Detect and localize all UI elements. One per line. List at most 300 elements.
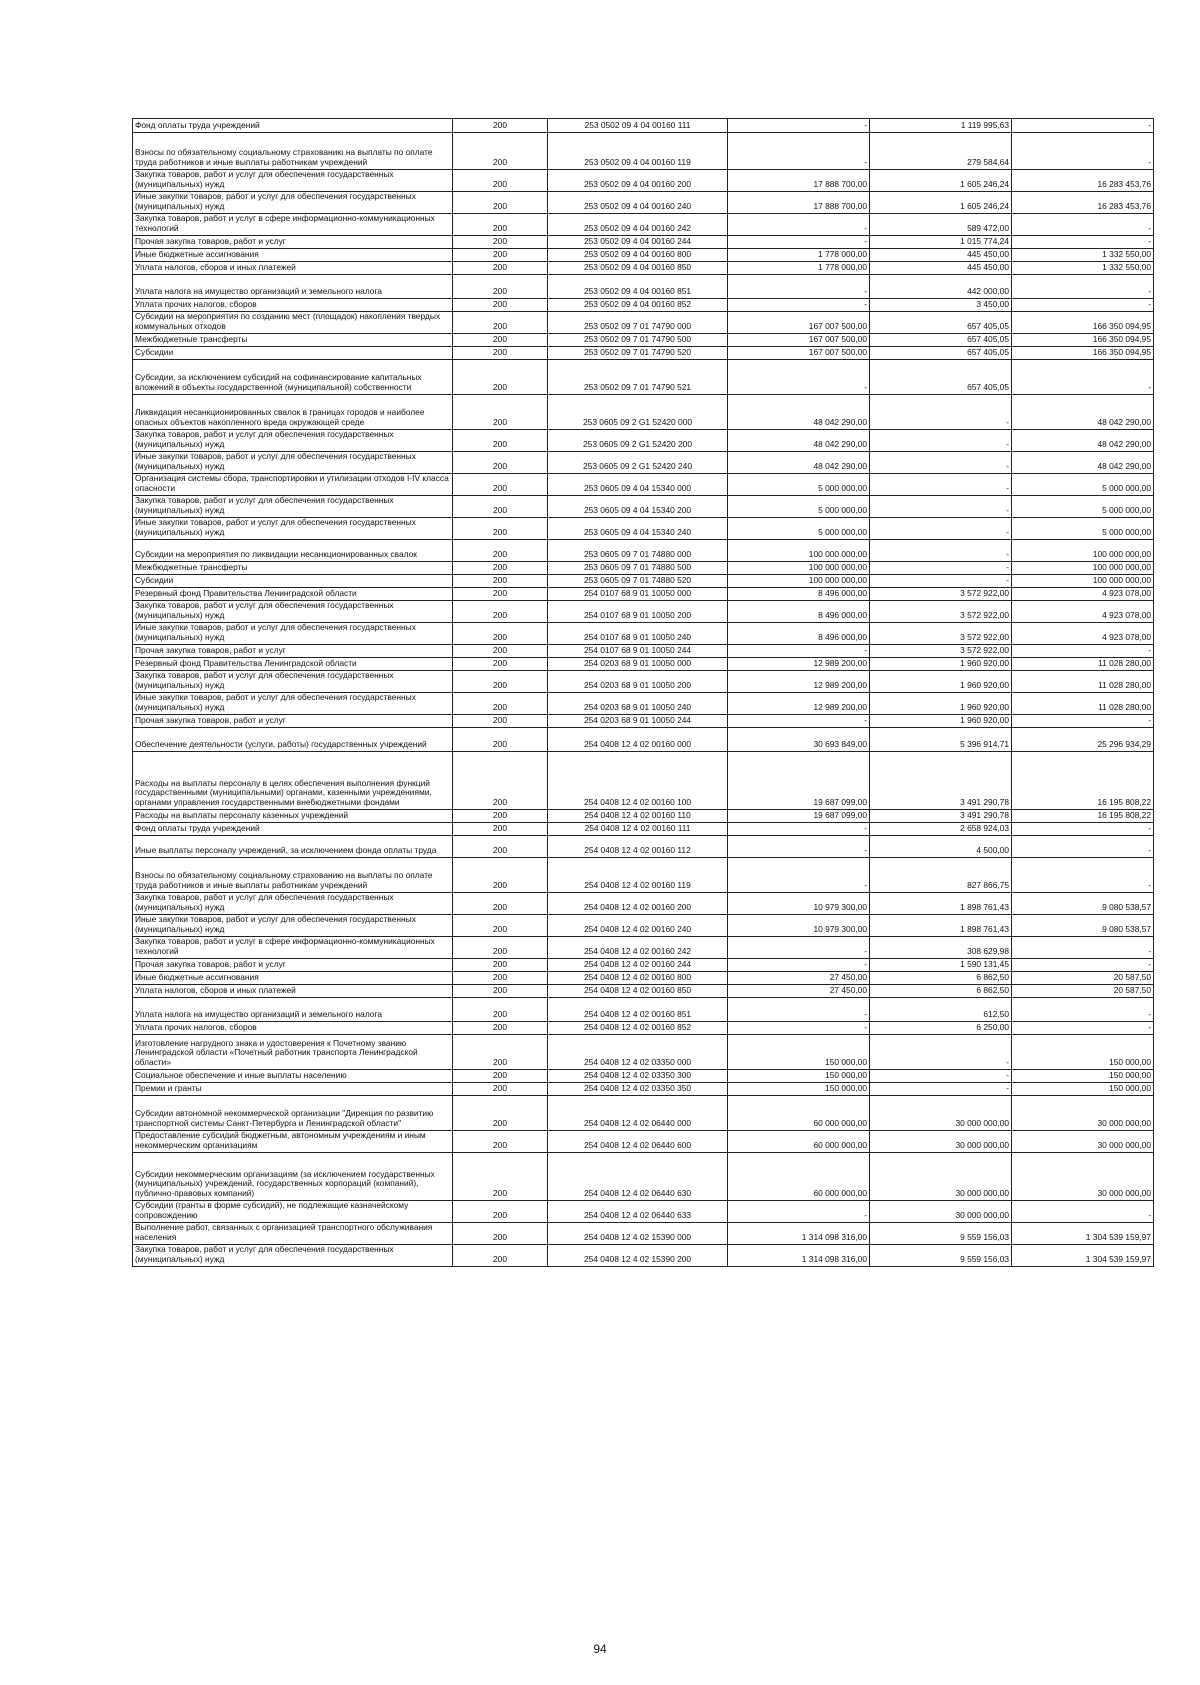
row-name-cell: Иные закупки товаров, работ и услуг для обеспечения государственных (муниципальных) нужд — [133, 452, 453, 474]
row-approved-amount-cell: 8 496 000,00 — [728, 601, 870, 623]
row-classification-code-cell: 253 0502 09 4 04 00160 119 — [548, 133, 728, 170]
row-executed-amount-cell: 445 450,00 — [870, 262, 1012, 275]
row-classification-code-cell: 253 0605 09 2 G1 52420 240 — [548, 452, 728, 474]
row-name-cell: Иные закупки товаров, работ и услуг для обеспечения государственных (муниципальных) нужд — [133, 192, 453, 214]
row-approved-amount-cell: 1 778 000,00 — [728, 249, 870, 262]
row-name-cell: Закупка товаров, работ и услуг для обеспечения государственных (муниципальных) нужд — [133, 671, 453, 693]
row-executed-amount-cell: 1 119 995,63 — [870, 119, 1012, 133]
row-executed-amount-cell: 3 491 290,78 — [870, 752, 1012, 810]
row-code-cell: 200 — [453, 334, 548, 347]
row-approved-amount-cell: 5 000 000,00 — [728, 518, 870, 540]
row-executed-amount-cell: 4 500,00 — [870, 836, 1012, 858]
row-name-cell: Взносы по обязательному социальному страхованию на выплаты по оплате труда работников и иные выплаты работникам учреждений — [133, 133, 453, 170]
row-approved-amount-cell: - — [728, 214, 870, 236]
row-code-cell: 200 — [453, 1153, 548, 1201]
table-row — [133, 728, 1154, 752]
table-row — [133, 540, 1154, 562]
row-approved-amount-cell: 150 000,00 — [728, 1035, 870, 1070]
row-code-cell: 200 — [453, 893, 548, 915]
row-classification-code-cell: 254 0203 68 9 01 10050 244 — [548, 715, 728, 728]
row-name-cell: Уплата налога на имущество организаций и земельного налога — [133, 275, 453, 299]
row-code-cell: 200 — [453, 170, 548, 192]
table-row — [133, 810, 1154, 823]
row-classification-code-cell: 254 0408 12 4 02 00160 110 — [548, 810, 728, 823]
row-name-cell: Иные закупки товаров, работ и услуг для обеспечения государственных (муниципальных) нужд — [133, 518, 453, 540]
row-classification-code-cell: 253 0605 09 7 01 74880 500 — [548, 562, 728, 575]
row-code-cell: 200 — [453, 262, 548, 275]
row-executed-amount-cell: 1 605 246,24 — [870, 170, 1012, 192]
row-code-cell: 200 — [453, 1022, 548, 1035]
row-code-cell: 200 — [453, 823, 548, 836]
row-unexecuted-amount-cell: 5 000 000,00 — [1012, 496, 1154, 518]
row-classification-code-cell: 253 0605 09 7 01 74880 000 — [548, 540, 728, 562]
table-row — [133, 715, 1154, 728]
table-row — [133, 623, 1154, 645]
row-approved-amount-cell: 19 687 099,00 — [728, 752, 870, 810]
table-row — [133, 262, 1154, 275]
table-row — [133, 562, 1154, 575]
row-approved-amount-cell: 5 000 000,00 — [728, 474, 870, 496]
row-classification-code-cell: 253 0605 09 4 04 15340 240 — [548, 518, 728, 540]
row-code-cell: 200 — [453, 959, 548, 972]
row-code-cell: 200 — [453, 1245, 548, 1267]
row-classification-code-cell: 254 0203 68 9 01 10050 200 — [548, 671, 728, 693]
row-unexecuted-amount-cell: - — [1012, 1201, 1154, 1223]
row-name-cell: Закупка товаров, работ и услуг в сфере информационно-коммуникационных технологий — [133, 937, 453, 959]
row-code-cell: 200 — [453, 972, 548, 985]
row-code-cell: 200 — [453, 810, 548, 823]
row-unexecuted-amount-cell: - — [1012, 937, 1154, 959]
row-classification-code-cell: 254 0203 68 9 01 10050 000 — [548, 658, 728, 671]
row-unexecuted-amount-cell: 16 283 453,76 — [1012, 192, 1154, 214]
row-classification-code-cell: 253 0502 09 4 04 00160 800 — [548, 249, 728, 262]
row-classification-code-cell: 253 0502 09 4 04 00160 852 — [548, 299, 728, 312]
row-name-cell: Субсидии на мероприятия по созданию мест (площадок) накопления твердых коммунальных отходов — [133, 312, 453, 334]
row-executed-amount-cell: 612,50 — [870, 998, 1012, 1022]
row-code-cell: 200 — [453, 623, 548, 645]
table-row — [133, 170, 1154, 192]
table-row — [133, 601, 1154, 623]
table-row — [133, 658, 1154, 671]
row-classification-code-cell: 254 0107 68 9 01 10050 200 — [548, 601, 728, 623]
row-approved-amount-cell: 48 042 290,00 — [728, 452, 870, 474]
row-unexecuted-amount-cell: 4 923 078,00 — [1012, 601, 1154, 623]
table-row — [133, 496, 1154, 518]
row-executed-amount-cell: 30 000 000,00 — [870, 1153, 1012, 1201]
row-approved-amount-cell: - — [728, 133, 870, 170]
row-name-cell: Иные закупки товаров, работ и услуг для обеспечения государственных (муниципальных) нужд — [133, 693, 453, 715]
row-code-cell: 200 — [453, 119, 548, 133]
row-executed-amount-cell: - — [870, 1083, 1012, 1096]
row-executed-amount-cell: 2 658 924,03 — [870, 823, 1012, 836]
row-code-cell: 200 — [453, 1035, 548, 1070]
table-row — [133, 133, 1154, 170]
row-name-cell: Уплата налога на имущество организаций и земельного налога — [133, 998, 453, 1022]
table-row — [133, 236, 1154, 249]
table-row — [133, 452, 1154, 474]
row-unexecuted-amount-cell: - — [1012, 1022, 1154, 1035]
row-name-cell: Субсидии — [133, 347, 453, 360]
row-code-cell: 200 — [453, 1083, 548, 1096]
row-executed-amount-cell: 30 000 000,00 — [870, 1201, 1012, 1223]
row-unexecuted-amount-cell: - — [1012, 214, 1154, 236]
row-name-cell: Резервный фонд Правительства Ленинградской области — [133, 658, 453, 671]
row-classification-code-cell: 254 0408 12 4 02 00160 112 — [548, 836, 728, 858]
row-executed-amount-cell: 445 450,00 — [870, 249, 1012, 262]
row-name-cell: Прочая закупка товаров, работ и услуг — [133, 236, 453, 249]
row-unexecuted-amount-cell: - — [1012, 119, 1154, 133]
table-row — [133, 1153, 1154, 1201]
row-name-cell: Уплата прочих налогов, сборов — [133, 299, 453, 312]
row-executed-amount-cell: 1 605 246,24 — [870, 192, 1012, 214]
row-unexecuted-amount-cell: 4 923 078,00 — [1012, 623, 1154, 645]
row-classification-code-cell: 254 0408 12 4 02 06440 600 — [548, 1131, 728, 1153]
row-classification-code-cell: 253 0502 09 4 04 00160 244 — [548, 236, 728, 249]
row-unexecuted-amount-cell: 166 350 094,95 — [1012, 312, 1154, 334]
row-approved-amount-cell: 48 042 290,00 — [728, 395, 870, 430]
row-name-cell: Субсидии (гранты в форме субсидий), не подлежащие казначейскому сопровождению — [133, 1201, 453, 1223]
row-code-cell: 200 — [453, 312, 548, 334]
row-unexecuted-amount-cell: 150 000,00 — [1012, 1035, 1154, 1070]
row-code-cell: 200 — [453, 715, 548, 728]
row-approved-amount-cell: 27 450,00 — [728, 972, 870, 985]
row-approved-amount-cell: 60 000 000,00 — [728, 1153, 870, 1201]
row-executed-amount-cell: - — [870, 474, 1012, 496]
row-code-cell: 200 — [453, 575, 548, 588]
row-code-cell: 200 — [453, 1201, 548, 1223]
row-executed-amount-cell: 827 866,75 — [870, 858, 1012, 893]
row-name-cell: Субсидии, за исключением субсидий на софинансирование капитальных вложений в объекты государственной (муниципальной) собственности — [133, 360, 453, 395]
table-row — [133, 430, 1154, 452]
row-approved-amount-cell: 1 314 098 316,00 — [728, 1223, 870, 1245]
row-unexecuted-amount-cell: 11 028 280,00 — [1012, 658, 1154, 671]
table-row — [133, 671, 1154, 693]
row-approved-amount-cell: 19 687 099,00 — [728, 810, 870, 823]
table-row — [133, 474, 1154, 496]
row-executed-amount-cell: 1 898 761,43 — [870, 915, 1012, 937]
row-classification-code-cell: 253 0502 09 4 04 00160 200 — [548, 170, 728, 192]
row-name-cell: Иные бюджетные ассигнования — [133, 972, 453, 985]
row-unexecuted-amount-cell: 150 000,00 — [1012, 1070, 1154, 1083]
row-name-cell: Субсидии автономной некоммерческой организации "Дирекция по развитию транспортной системы Санкт-Петербурга и Ленинградской области" — [133, 1096, 453, 1131]
row-classification-code-cell: 254 0408 12 4 02 06440 000 — [548, 1096, 728, 1131]
row-unexecuted-amount-cell: 16 195 808,22 — [1012, 752, 1154, 810]
table-row — [133, 1083, 1154, 1096]
row-unexecuted-amount-cell: - — [1012, 645, 1154, 658]
row-classification-code-cell: 254 0107 68 9 01 10050 000 — [548, 588, 728, 601]
row-unexecuted-amount-cell: 48 042 290,00 — [1012, 452, 1154, 474]
row-unexecuted-amount-cell: - — [1012, 959, 1154, 972]
row-name-cell: Фонд оплаты труда учреждений — [133, 823, 453, 836]
row-approved-amount-cell: - — [728, 937, 870, 959]
budget-table-body — [133, 119, 1154, 1267]
row-classification-code-cell: 254 0408 12 4 02 00160 200 — [548, 893, 728, 915]
row-executed-amount-cell: 1 960 920,00 — [870, 658, 1012, 671]
table-row — [133, 836, 1154, 858]
table-row — [133, 1096, 1154, 1131]
row-classification-code-cell: 253 0605 09 4 04 15340 200 — [548, 496, 728, 518]
row-unexecuted-amount-cell: - — [1012, 998, 1154, 1022]
row-executed-amount-cell: 3 491 290,78 — [870, 810, 1012, 823]
row-code-cell: 200 — [453, 601, 548, 623]
row-approved-amount-cell: - — [728, 1022, 870, 1035]
row-approved-amount-cell: 8 496 000,00 — [728, 588, 870, 601]
table-row — [133, 752, 1154, 810]
row-executed-amount-cell: 6 250,00 — [870, 1022, 1012, 1035]
row-name-cell: Уплата налогов, сборов и иных платежей — [133, 262, 453, 275]
row-unexecuted-amount-cell: 5 000 000,00 — [1012, 518, 1154, 540]
row-name-cell: Закупка товаров, работ и услуг для обеспечения государственных (муниципальных) нужд — [133, 496, 453, 518]
table-row — [133, 1245, 1154, 1267]
row-approved-amount-cell: 12 989 200,00 — [728, 693, 870, 715]
row-executed-amount-cell: - — [870, 575, 1012, 588]
row-code-cell: 200 — [453, 1070, 548, 1083]
row-executed-amount-cell: 5 396 914,71 — [870, 728, 1012, 752]
row-classification-code-cell: 253 0502 09 4 04 00160 240 — [548, 192, 728, 214]
table-row — [133, 985, 1154, 998]
row-executed-amount-cell: 1 898 761,43 — [870, 893, 1012, 915]
row-classification-code-cell: 253 0502 09 7 01 74790 000 — [548, 312, 728, 334]
row-approved-amount-cell: - — [728, 836, 870, 858]
row-approved-amount-cell: 100 000 000,00 — [728, 540, 870, 562]
table-row — [133, 395, 1154, 430]
table-row — [133, 1035, 1154, 1070]
row-classification-code-cell: 253 0502 09 7 01 74790 500 — [548, 334, 728, 347]
row-executed-amount-cell: 30 000 000,00 — [870, 1131, 1012, 1153]
table-row — [133, 693, 1154, 715]
row-approved-amount-cell: 17 888 700,00 — [728, 192, 870, 214]
row-code-cell: 200 — [453, 658, 548, 671]
row-name-cell: Субсидии некоммерческим организациям (за исключением государственных (муниципальных) учреждений, государственных корпораций (компаний), публично-правовых компаний) — [133, 1153, 453, 1201]
table-row — [133, 1131, 1154, 1153]
row-approved-amount-cell: - — [728, 959, 870, 972]
row-name-cell: Иные закупки товаров, работ и услуг для обеспечения государственных (муниципальных) нужд — [133, 623, 453, 645]
table-row — [133, 334, 1154, 347]
row-code-cell: 200 — [453, 998, 548, 1022]
row-name-cell: Фонд оплаты труда учреждений — [133, 119, 453, 133]
table-row — [133, 915, 1154, 937]
row-approved-amount-cell: 167 007 500,00 — [728, 334, 870, 347]
table-row — [133, 972, 1154, 985]
row-name-cell: Уплата прочих налогов, сборов — [133, 1022, 453, 1035]
row-unexecuted-amount-cell: 25 296 934,29 — [1012, 728, 1154, 752]
row-classification-code-cell: 253 0502 09 4 04 00160 851 — [548, 275, 728, 299]
row-executed-amount-cell: 279 584,64 — [870, 133, 1012, 170]
row-name-cell: Субсидии — [133, 575, 453, 588]
row-approved-amount-cell: 10 979 300,00 — [728, 915, 870, 937]
row-unexecuted-amount-cell: 100 000 000,00 — [1012, 575, 1154, 588]
row-unexecuted-amount-cell: 20 587,50 — [1012, 985, 1154, 998]
row-approved-amount-cell: 27 450,00 — [728, 985, 870, 998]
row-name-cell: Ликвидация несанкционированных свалок в границах городов и наиболее опасных объектов накопленного вреда окружающей среде — [133, 395, 453, 430]
row-code-cell: 200 — [453, 275, 548, 299]
row-approved-amount-cell: 100 000 000,00 — [728, 562, 870, 575]
table-row — [133, 575, 1154, 588]
row-approved-amount-cell: 48 042 290,00 — [728, 430, 870, 452]
row-classification-code-cell: 254 0408 12 4 02 00160 119 — [548, 858, 728, 893]
row-executed-amount-cell: - — [870, 1070, 1012, 1083]
row-name-cell: Прочая закупка товаров, работ и услуг — [133, 645, 453, 658]
table-row — [133, 858, 1154, 893]
row-executed-amount-cell: 308 629,98 — [870, 937, 1012, 959]
row-name-cell: Закупка товаров, работ и услуг для обеспечения государственных (муниципальных) нужд — [133, 430, 453, 452]
row-approved-amount-cell: 5 000 000,00 — [728, 496, 870, 518]
row-approved-amount-cell: - — [728, 1201, 870, 1223]
row-unexecuted-amount-cell: 1 332 550,00 — [1012, 262, 1154, 275]
row-approved-amount-cell: 1 778 000,00 — [728, 262, 870, 275]
row-unexecuted-amount-cell: 100 000 000,00 — [1012, 540, 1154, 562]
row-unexecuted-amount-cell: 9 080 538,57 — [1012, 893, 1154, 915]
table-row — [133, 1070, 1154, 1083]
row-unexecuted-amount-cell: 30 000 000,00 — [1012, 1096, 1154, 1131]
row-classification-code-cell: 254 0408 12 4 02 00160 850 — [548, 985, 728, 998]
row-classification-code-cell: 254 0107 68 9 01 10050 244 — [548, 645, 728, 658]
row-code-cell: 200 — [453, 430, 548, 452]
row-unexecuted-amount-cell: 30 000 000,00 — [1012, 1153, 1154, 1201]
row-classification-code-cell: 254 0408 12 4 02 00160 242 — [548, 937, 728, 959]
row-classification-code-cell: 254 0408 12 4 02 03350 350 — [548, 1083, 728, 1096]
row-executed-amount-cell: 3 572 922,00 — [870, 588, 1012, 601]
row-name-cell: Расходы на выплаты персоналу в целях обеспечения выполнения функций государственными (муниципальными) органами, казенными учреждениями, органами управления государственными внебюджетными фондами — [133, 752, 453, 810]
row-name-cell: Иные выплаты персоналу учреждений, за исключением фонда оплаты труда — [133, 836, 453, 858]
row-code-cell: 200 — [453, 1096, 548, 1131]
row-executed-amount-cell: 3 572 922,00 — [870, 601, 1012, 623]
row-executed-amount-cell: - — [870, 540, 1012, 562]
row-executed-amount-cell: 3 572 922,00 — [870, 645, 1012, 658]
row-unexecuted-amount-cell: 48 042 290,00 — [1012, 430, 1154, 452]
row-unexecuted-amount-cell: 166 350 094,95 — [1012, 334, 1154, 347]
row-classification-code-cell: 254 0408 12 4 02 06440 630 — [548, 1153, 728, 1201]
row-executed-amount-cell: 1 960 920,00 — [870, 671, 1012, 693]
table-row — [133, 937, 1154, 959]
row-unexecuted-amount-cell: - — [1012, 836, 1154, 858]
row-executed-amount-cell: 30 000 000,00 — [870, 1096, 1012, 1131]
table-row — [133, 192, 1154, 214]
row-name-cell: Закупка товаров, работ и услуг для обеспечения государственных (муниципальных) нужд — [133, 170, 453, 192]
row-executed-amount-cell: 3 572 922,00 — [870, 623, 1012, 645]
row-executed-amount-cell: 1 015 774,24 — [870, 236, 1012, 249]
table-row — [133, 275, 1154, 299]
row-name-cell: Межбюджетные трансферты — [133, 334, 453, 347]
row-classification-code-cell: 254 0408 12 4 02 00160 111 — [548, 823, 728, 836]
row-unexecuted-amount-cell: - — [1012, 360, 1154, 395]
row-code-cell: 200 — [453, 836, 548, 858]
row-name-cell: Субсидии на мероприятия по ликвидации несанкционированных свалок — [133, 540, 453, 562]
row-code-cell: 200 — [453, 133, 548, 170]
row-executed-amount-cell: 657 405,05 — [870, 347, 1012, 360]
row-name-cell: Обеспечение деятельности (услуги, работы) государственных учреждений — [133, 728, 453, 752]
row-code-cell: 200 — [453, 858, 548, 893]
row-name-cell: Иные закупки товаров, работ и услуг для обеспечения государственных (муниципальных) нужд — [133, 915, 453, 937]
row-approved-amount-cell: - — [728, 236, 870, 249]
row-name-cell: Резервный фонд Правительства Ленинградской области — [133, 588, 453, 601]
row-code-cell: 200 — [453, 518, 548, 540]
row-approved-amount-cell: - — [728, 119, 870, 133]
row-code-cell: 200 — [453, 299, 548, 312]
row-executed-amount-cell: 6 862,50 — [870, 985, 1012, 998]
row-approved-amount-cell: 17 888 700,00 — [728, 170, 870, 192]
row-unexecuted-amount-cell: 16 195 808,22 — [1012, 810, 1154, 823]
row-unexecuted-amount-cell: 30 000 000,00 — [1012, 1131, 1154, 1153]
row-unexecuted-amount-cell: - — [1012, 299, 1154, 312]
table-row — [133, 312, 1154, 334]
row-unexecuted-amount-cell: - — [1012, 715, 1154, 728]
row-classification-code-cell: 253 0502 09 4 04 00160 242 — [548, 214, 728, 236]
row-name-cell: Межбюджетные трансферты — [133, 562, 453, 575]
row-executed-amount-cell: 442 000,00 — [870, 275, 1012, 299]
row-code-cell: 200 — [453, 1223, 548, 1245]
table-row — [133, 959, 1154, 972]
row-executed-amount-cell: 3 450,00 — [870, 299, 1012, 312]
row-name-cell: Закупка товаров, работ и услуг для обеспечения государственных (муниципальных) нужд — [133, 893, 453, 915]
row-code-cell: 200 — [453, 496, 548, 518]
row-classification-code-cell: 253 0605 09 7 01 74880 520 — [548, 575, 728, 588]
row-classification-code-cell: 254 0408 12 4 02 00160 100 — [548, 752, 728, 810]
row-approved-amount-cell: - — [728, 998, 870, 1022]
row-classification-code-cell: 253 0502 09 7 01 74790 520 — [548, 347, 728, 360]
row-executed-amount-cell: - — [870, 430, 1012, 452]
row-unexecuted-amount-cell: 11 028 280,00 — [1012, 693, 1154, 715]
row-classification-code-cell: 253 0605 09 2 G1 52420 000 — [548, 395, 728, 430]
row-unexecuted-amount-cell: 1 332 550,00 — [1012, 249, 1154, 262]
row-name-cell: Закупка товаров, работ и услуг для обеспечения государственных (муниципальных) нужд — [133, 601, 453, 623]
row-code-cell: 200 — [453, 249, 548, 262]
row-name-cell: Иные бюджетные ассигнования — [133, 249, 453, 262]
row-unexecuted-amount-cell: - — [1012, 858, 1154, 893]
row-unexecuted-amount-cell: 100 000 000,00 — [1012, 562, 1154, 575]
row-code-cell: 200 — [453, 192, 548, 214]
row-name-cell: Социальное обеспечение и иные выплаты населению — [133, 1070, 453, 1083]
table-row — [133, 214, 1154, 236]
row-code-cell: 200 — [453, 395, 548, 430]
row-code-cell: 200 — [453, 214, 548, 236]
row-unexecuted-amount-cell: 5 000 000,00 — [1012, 474, 1154, 496]
row-classification-code-cell: 254 0408 12 4 02 15390 200 — [548, 1245, 728, 1267]
row-classification-code-cell: 253 0502 09 4 04 00160 111 — [548, 119, 728, 133]
row-unexecuted-amount-cell: - — [1012, 275, 1154, 299]
row-code-cell: 200 — [453, 236, 548, 249]
row-unexecuted-amount-cell: 4 923 078,00 — [1012, 588, 1154, 601]
page-number: 94 — [593, 1642, 607, 1656]
row-approved-amount-cell: 150 000,00 — [728, 1070, 870, 1083]
row-unexecuted-amount-cell: 1 304 539 159,97 — [1012, 1223, 1154, 1245]
table-row — [133, 1022, 1154, 1035]
row-code-cell: 200 — [453, 985, 548, 998]
row-classification-code-cell: 254 0408 12 4 02 00160 244 — [548, 959, 728, 972]
row-executed-amount-cell: 1 590 131,45 — [870, 959, 1012, 972]
row-name-cell: Взносы по обязательному социальному страхованию на выплаты по оплате труда работников и иные выплаты работникам учреждений — [133, 858, 453, 893]
row-executed-amount-cell: - — [870, 1035, 1012, 1070]
row-classification-code-cell: 253 0502 09 4 04 00160 850 — [548, 262, 728, 275]
table-row — [133, 347, 1154, 360]
row-name-cell: Расходы на выплаты персоналу казенных учреждений — [133, 810, 453, 823]
row-classification-code-cell: 254 0408 12 4 02 06440 633 — [548, 1201, 728, 1223]
row-name-cell: Прочая закупка товаров, работ и услуг — [133, 715, 453, 728]
table-row — [133, 1201, 1154, 1223]
table-row — [133, 645, 1154, 658]
row-approved-amount-cell: - — [728, 715, 870, 728]
row-approved-amount-cell: 167 007 500,00 — [728, 312, 870, 334]
row-approved-amount-cell: - — [728, 645, 870, 658]
row-approved-amount-cell: 167 007 500,00 — [728, 347, 870, 360]
row-executed-amount-cell: 657 405,05 — [870, 334, 1012, 347]
row-executed-amount-cell: 9 559 156,03 — [870, 1223, 1012, 1245]
row-approved-amount-cell: - — [728, 823, 870, 836]
row-classification-code-cell: 254 0408 12 4 02 03350 300 — [548, 1070, 728, 1083]
table-row — [133, 893, 1154, 915]
row-name-cell: Организация системы сбора, транспортировки и утилизации отходов I-IV класса опасности — [133, 474, 453, 496]
row-code-cell: 200 — [453, 360, 548, 395]
